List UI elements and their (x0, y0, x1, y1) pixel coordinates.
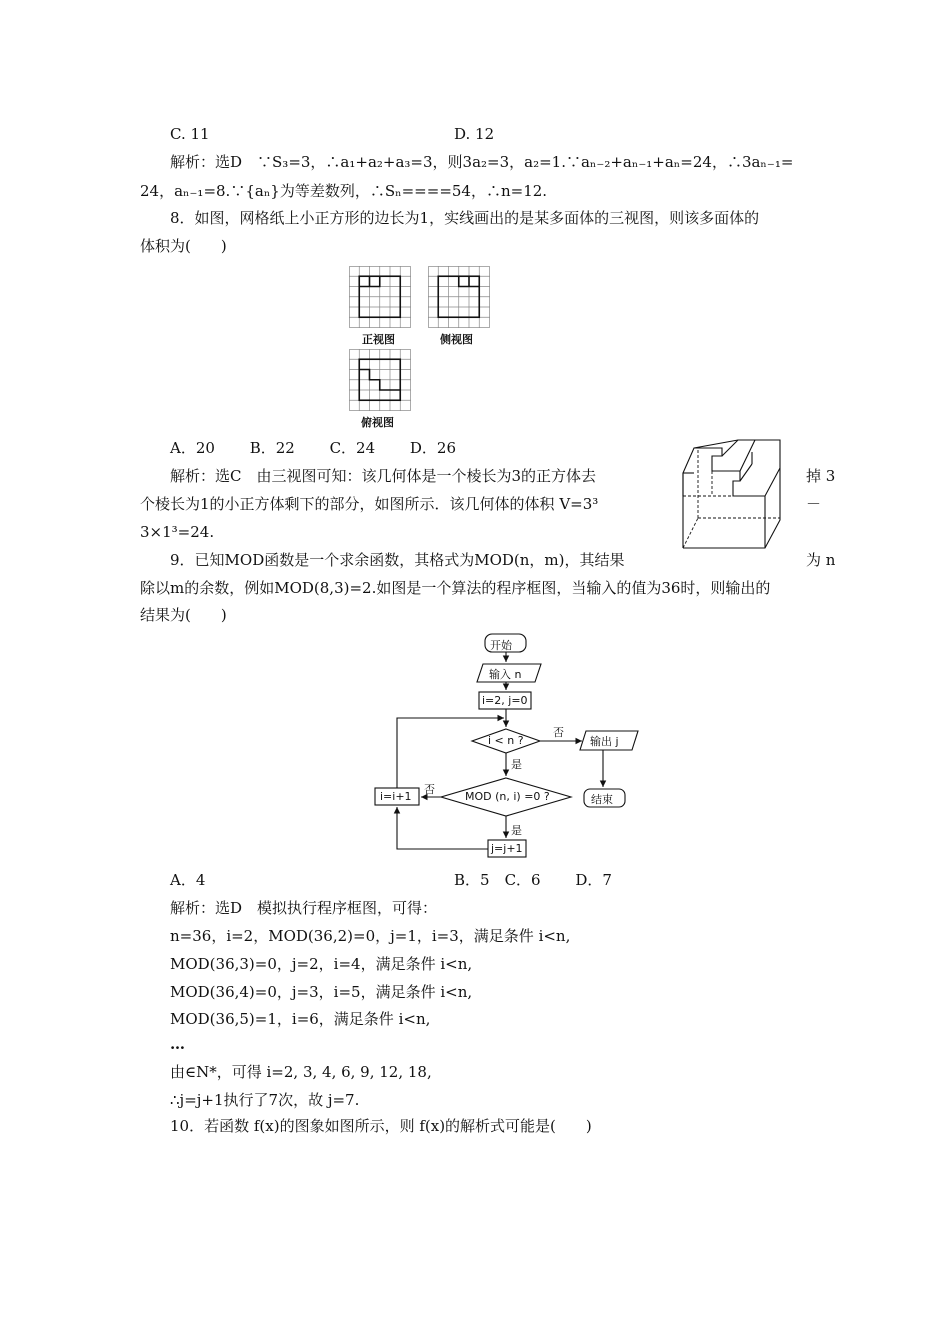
flow-yes2-label: 是 (511, 824, 522, 837)
flow-cond2-text: MOD (n, i) =0 ? (465, 790, 550, 803)
flow-cond1-text: i < n ? (488, 734, 524, 747)
top-view-label: 俯视图 (361, 416, 394, 429)
side-view-label: 侧视图 (440, 333, 473, 346)
q8-stem-line1: 8．如图，网格纸上小正方形的边长为1，实线画出的是某多面体的三视图，则该多面体的 (170, 209, 760, 227)
q9-solution-line: MOD(36,5)=1，i=6，满足条件 i<n, (170, 1010, 431, 1028)
flow-init-text: i=2, j=0 (482, 694, 528, 707)
q9-solution-line: ∴j=j+1执行了7次，故 j=7. (170, 1091, 360, 1109)
q9-option-a: A．4 (170, 871, 206, 889)
flow-inc-i-text: i=i+1 (380, 790, 412, 803)
q7-option-c: C. 11 (170, 125, 210, 143)
flow-output-text: 输出 j (590, 735, 619, 748)
q9-stem-line1: 9．已知MOD函数是一个求余函数，其格式为MOD(n，m)，其结果 (170, 551, 625, 569)
flow-no2-label: 否 (424, 783, 435, 796)
q9-solution-line: n=36，i=2，MOD(36,2)=0，j=1，i=3，满足条件 i<n, (170, 927, 571, 945)
q9-option-bcd: B．5 C．6 D．7 (454, 871, 612, 889)
q9-solution-line: … (170, 1035, 185, 1053)
q9-solution-line: 由∈N*，可得 i=2, 3, 4, 6, 9, 12, 18, (170, 1063, 432, 1081)
q8-solution-line2-tail: － (806, 495, 822, 513)
q7-solution-line2: 24，aₙ₋₁=8.∵{aₙ}为等差数列，∴Sₙ====54，∴n=12. (140, 182, 548, 200)
q8-solution-line3: 3×1³=24. (140, 523, 215, 541)
flow-yes1-label: 是 (511, 758, 522, 771)
front-view-label: 正视图 (362, 333, 395, 346)
flow-end-text: 结束 (591, 793, 613, 806)
q8-solution-line1-tail: 掉 3 (806, 467, 836, 485)
q8-solution-line1: 解析：选C 由三视图可知：该几何体是一个棱长为3的正方体去 (170, 467, 597, 485)
flow-no1-label: 否 (553, 726, 564, 739)
q9-solution-line: MOD(36,3)=0，j=2，i=4，满足条件 i<n, (170, 955, 473, 973)
flow-start-text: 开始 (490, 639, 512, 652)
q8-solution-line2: 个棱长为1的小正方体剩下的部分，如图所示．该几何体的体积 V=3³ (140, 495, 599, 513)
q8-options: A．20 B．22 C．24 D．26 (170, 439, 457, 457)
q9-stem-line3: 结果为( ) (140, 606, 227, 624)
flow-input-text: 输入 n (489, 668, 522, 681)
q9-solution-line: 解析：选D 模拟执行程序框图，可得： (170, 899, 438, 917)
q7-option-d: D. 12 (454, 125, 495, 143)
q9-stem-line1-tail: 为 n (806, 551, 836, 569)
q8-stem-line2: 体积为( ) (140, 237, 227, 255)
flow-inc-j-text: j=j+1 (491, 842, 523, 855)
q10-stem: 10．若函数 f(x)的图象如图所示，则 f(x)的解析式可能是( ) (170, 1117, 592, 1135)
q7-solution-line1: 解析：选D ∵S₃=3，∴a₁+a₂+a₃=3，则3a₂=3，a₂=1.∵aₙ₋₂+aₙ₋₁+aₙ=24，∴3aₙ₋₁= (170, 153, 794, 171)
q9-solution-line: MOD(36,4)=0，j=3，i=5，满足条件 i<n, (170, 983, 473, 1001)
q9-stem-line2: 除以m的余数，例如MOD(8,3)=2.如图是一个算法的程序框图，当输入的值为36时，则输出的 (140, 579, 771, 597)
